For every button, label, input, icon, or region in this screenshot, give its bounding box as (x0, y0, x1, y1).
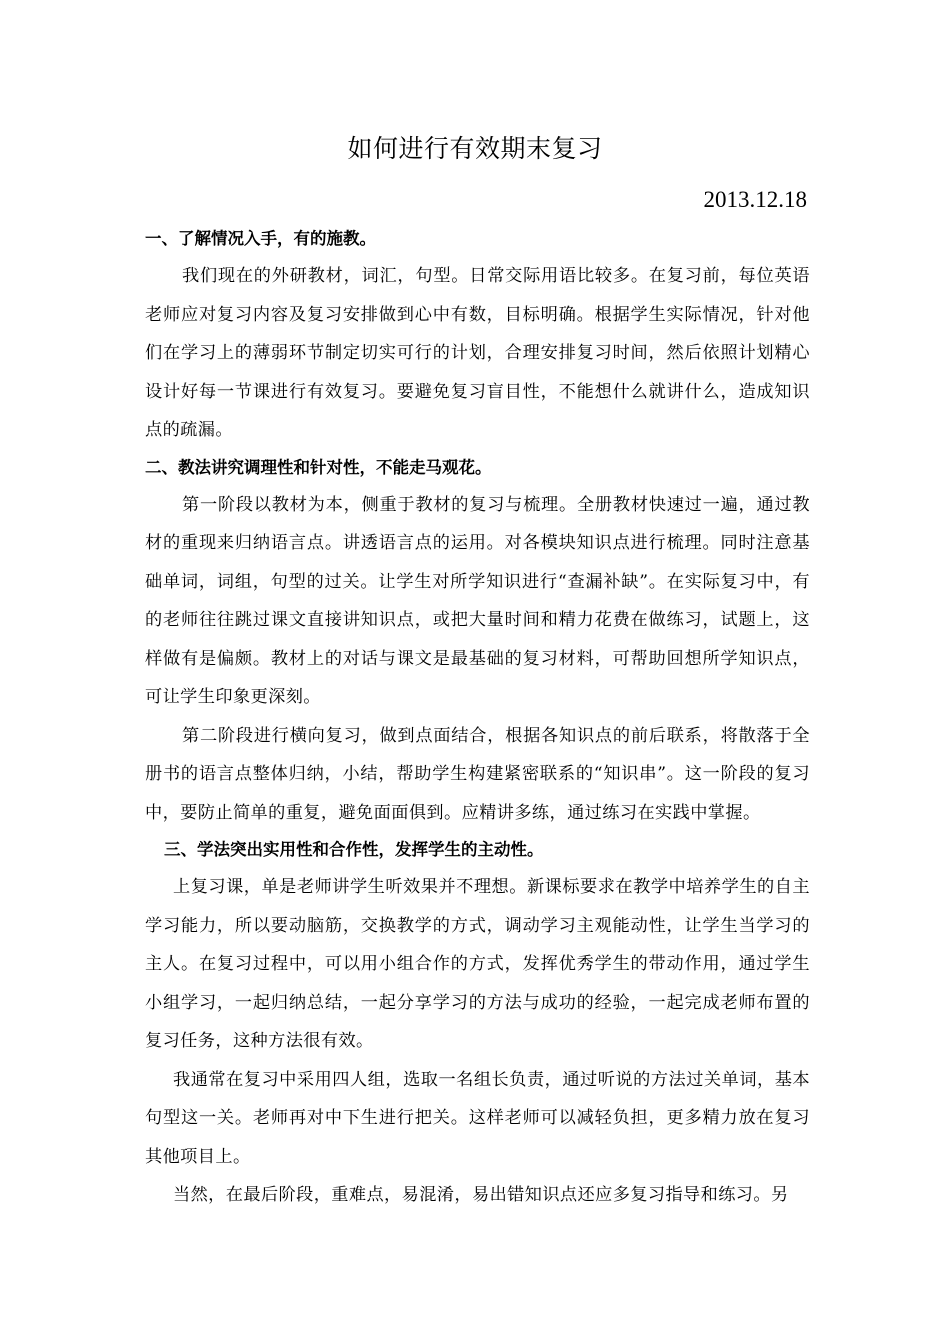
section-heading-3: 三、学法突出实用性和合作性，发挥学生的主动性。 (164, 840, 544, 859)
section-heading-2: 二、教法讲究调理性和针对性，不能走马观花。 (145, 457, 492, 477)
section-3-paragraph-3: 当然，在最后阶段，重难点，易混淆，易出错知识点还应多复习指导和练习。另 (173, 1185, 789, 1205)
section-3-paragraph-1: 上复习课，单是老师讲学生听效果并不理想。新课标要求在教学中培养学生的自主学习能力，所以要动脑筋，交换教学的方式，调动学习主观能动性，让学生当学习的主人。在复习过程中，可以用小组合作的方式，发挥优秀学生的带动作用，通过学生小组学习，一起归纳总结，一起分享学习的方法与成功的经验，一起完成老师布置的复习任务，这种方法很有效。 (145, 877, 810, 1051)
section-3-paragraph-2: 我通常在复习中采用四人组，选取一名组长负责，通过听说的方法过关单词，基本句型这一关。老师再对中下生进行把关。这样老师可以减轻负担，更多精力放在复习其他项目上。 (145, 1069, 810, 1167)
document-title: 如何进行有效期末复习 (347, 134, 603, 163)
document-body (145, 221, 810, 1215)
section-heading-1: 一、了解情况入手，有的施教。 (145, 229, 376, 248)
document-date: 2013.12.18 (703, 187, 807, 212)
section-1-paragraph-1: 我们现在的外研教材，词汇，句型。日常交际用语比较多。在复习前，每位英语老师应对复习内容及复习安排做到心中有数，目标明确。根据学生实际情况，针对他们在学习上的薄弱环节制定切实可行的计划，合理安排复习时间，然后依照计划精心设计好每一节课进行有效复习。要避免复习盲目性，不能想什么就讲什么，造成知识点的疏漏。 (145, 266, 810, 440)
section-2-paragraph-1: 第一阶段以教材为本，侧重于教材的复习与梳理。全册教材快速过一遍，通过教材的重现来归纳语言点。讲透语言点的运用。对各模块知识点进行梳理。同时注意基础单词，词组，句型的过关。让学生对所学知识进行“查漏补缺”。在实际复习中，有的老师往往跳过课文直接讲知识点，或把大量时间和精力花费在做练习，试题上，这样做有是偏颇。教材上的对话与课文是最基础的复习材料，可帮助回想所学知识点，可让学生印象更深刻。 (145, 494, 810, 707)
section-2-paragraph-2: 第二阶段进行横向复习，做到点面结合，根据各知识点的前后联系，将散落于全册书的语言点整体归纳，小结，帮助学生构建紧密联系的“知识串”。这一阶段的复习中，要防止简单的重复，避免面面俱到。应精讲多练，通过练习在实践中掌握。 (145, 725, 810, 823)
